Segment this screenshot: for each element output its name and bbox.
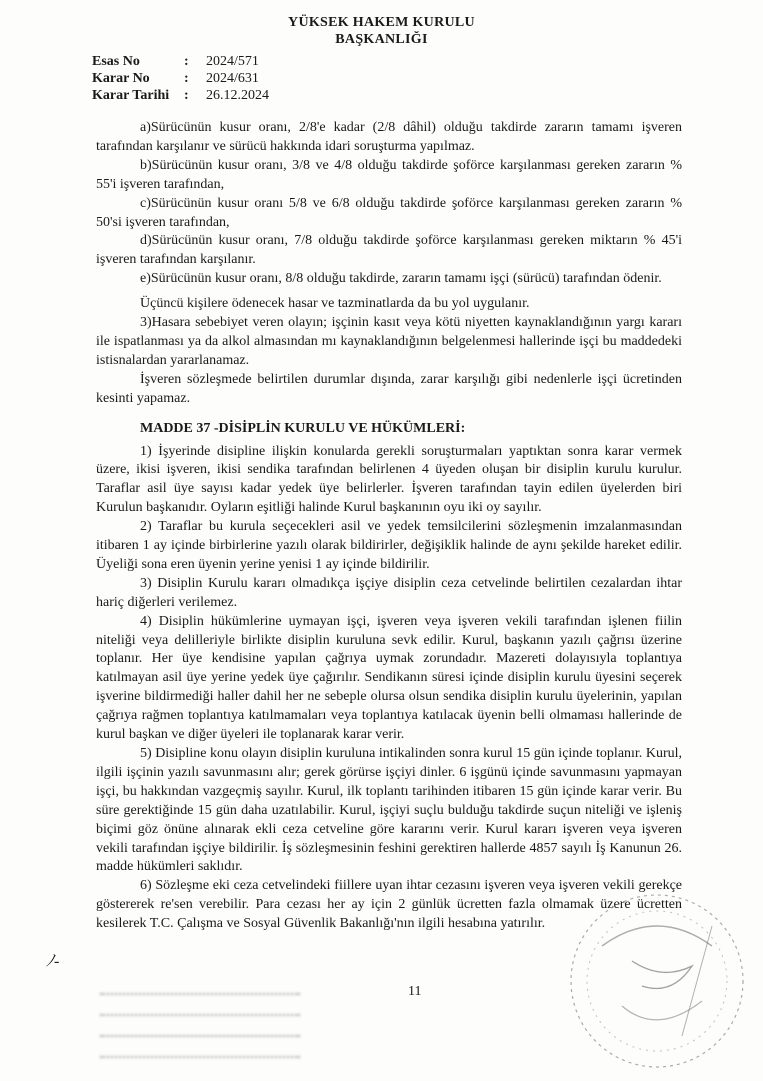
document-body xyxy=(96,119,682,934)
article-clause: 4) Disiplin hükümlerine uymayan işçi, işveren veya işveren vekili tarafından işlenen fiilin niteliği veya delilleriyle birlikte disiplin kuruluna sevk edilir. Kurul, başkanın yazılı çağrısı üzerine toplanır. Her üye kendisine yapılan çağrıya uymak zorundadır. Mazereti dolayısıyla toplantıya katılmayan asil üye yerine yedek üye çağırılır. Sendikanın süresi içinde disiplin kurulu üyesini seçerek işverine bildirmediği haller dahil her ne sebeple olursa olsun sendika disiplin kurulu üyelerinin, yapılan çağrıya rağmen toplantıya katılmamaları veya toplantıya katılacak üyenin belli olmaması hallerinde de kurul başkan ve diğer üyeleri ile toplanarak karar verir. xyxy=(96,613,682,743)
paragraph: İşveren sözleşmede belirtilen durumlar dışında, zarar karşılığı gibi nedenlerle işçi ücretinden kesinti yapamaz. xyxy=(96,371,682,406)
redacted-line xyxy=(100,1004,300,1016)
meta-separator: : xyxy=(184,54,189,69)
page-number: 11 xyxy=(408,984,422,999)
paragraph: 3)Hasara sebebiyet veren olayın; işçinin kasıt veya kötü niyetten kaynaklandığının yargı kararı ile ispatlanması ya da alkol almasından mı kaynaklandığının belgelenmesi hallerinde işçi bu maddedeki istisnalardan yararlanamaz. xyxy=(96,315,682,368)
meta-separator: : xyxy=(184,71,189,86)
redacted-line xyxy=(100,983,300,995)
redacted-signature-block xyxy=(100,983,300,1067)
paragraph: b)Sürücünün kusur oranı, 3/8 ve 4/8 olduğu takdirde şoförce karşılanması gereken zararın % 55'i işveren tarafından, xyxy=(96,157,682,192)
paragraph: e)Sürücünün kusur oranı, 8/8 olduğu takdirde, zararın tamamı işçi (sürücü) tarafından ödenir. xyxy=(140,271,662,287)
meta-value: 2024/571 xyxy=(206,54,259,69)
paragraph: Üçüncü kişilere ödenecek hasar ve tazminatlarda da bu yol uygulanır. xyxy=(140,296,530,312)
meta-separator: : xyxy=(184,88,189,103)
meta-value: 26.12.2024 xyxy=(206,88,269,103)
article-clause: 6) Sözleşme eki ceza cetvelindeki fiillere uyan ihtar cezasını işveren veya işveren vekili gerekçe göstererek re'sen verebilir. Para cezası her ay için 2 günlük ücretten fazla olmamak üzere ücretten kesilerek T.C. Çalışma ve Sosyal Güvenlik Bakanlığı'nın ilgili hesabına yatırılır. xyxy=(96,878,682,932)
meta-row-esas xyxy=(92,53,269,70)
meta-value: 2024/631 xyxy=(206,71,259,86)
meta-label: Karar Tarihi xyxy=(92,88,170,103)
institution-name: YÜKSEK HAKEM KURULU xyxy=(288,15,475,30)
handwritten-mark: ﾉ- xyxy=(46,953,60,970)
meta-label: Karar No xyxy=(92,71,150,86)
paragraph: d)Sürücünün kusur oranı, 7/8 olduğu takdirde şoförce karşılanması gereken miktarın % 45'i işveren tarafından karşılanır. xyxy=(96,233,682,268)
article-clause: 1) İşyerinde disipline ilişkin konularda gerekli soruşturmaları yaptıktan sonra karar vermek üzere, ikisi işveren, ikisi sendika tarafından belirlenen 4 üyeden oluşan bir disiplin kurulu kurulur. Taraflar asil üye sayısı kadar yedek üye belirlerler. İşveren tarafından tayin edilen üyelerden biri Kurulun başkanıdır. Oyların eşitliği halinde Kurul başkanının oyu iki oy sayılır. xyxy=(96,443,682,516)
meta-row-tarih xyxy=(92,87,269,104)
article-clause: 3) Disiplin Kurulu kararı olmadıkça işçiye disiplin ceza cetvelinde belirtilen cezalardan ihtar hariç diğerleri verilemez. xyxy=(96,575,682,610)
official-seal-icon xyxy=(562,886,752,1076)
article-title: MADDE 37 -DİSİPLİN KURULU VE HÜKÜMLERİ: xyxy=(140,420,466,436)
meta-row-karar xyxy=(92,70,269,87)
document-heading xyxy=(0,14,763,48)
case-metadata xyxy=(92,53,269,104)
institution-subtitle: BAŞKANLIĞI xyxy=(335,32,428,47)
redacted-line xyxy=(100,1046,300,1058)
paragraph: c)Sürücünün kusur oranı 5/8 ve 6/8 olduğu takdirde şoförce karşılanması gereken zararın % 50'si işveren tarafından, xyxy=(96,195,682,230)
paragraph: a)Sürücünün kusur oranı, 2/8'e kadar (2/8 dâhil) olduğu takdirde zararın tamamı işveren tarafından karşılanır ve sürücü hakkında idari soruşturma yapılmaz. xyxy=(96,120,682,154)
meta-label: Esas No xyxy=(92,54,140,69)
redacted-line xyxy=(100,1025,300,1037)
article-clause: 2) Taraflar bu kurula seçecekleri asil ve yedek temsilcilerini sözleşmenin imzalanmasından itibaren 1 ay içinde birbirlerine yazılı olarak bildirirler, değişiklik halinde de aynı şekilde hareket edilir. Üyeliği sona eren üyenin yerine yenisi 1 ay içinde bildirilir. xyxy=(96,519,682,572)
article-clause: 5) Disipline konu olayın disiplin kuruluna intikalinden sonra kurul 15 gün içinde toplanır. Kurul, ilgili işçinin yazılı savunmasını alır; gerek görürse işçiyi dinler. 6 işgünü içinde savunmasını yapmayan işçi, bu hakkından vazgeçmiş sayılır. Kurul, ilk toplantı tarihinden itibaren 15 gün içinde karar verir. Bu süre gerektiğinde 15 gün daha uzatılabilir. Kurul, işçiyi suçlu bulduğu takdirde suçun niteliği ve işleniş biçimi göz önüne alınarak ekli ceza cetveline göre kararını verir. Kurul kararı işveren veya işveren vekili tarafından işçiye bildirilir. İş sözleşmesinin feshini gerektiren hallerde 4857 sayılı İş Kanunun 26. madde hükümleri saklıdır. xyxy=(96,746,682,875)
